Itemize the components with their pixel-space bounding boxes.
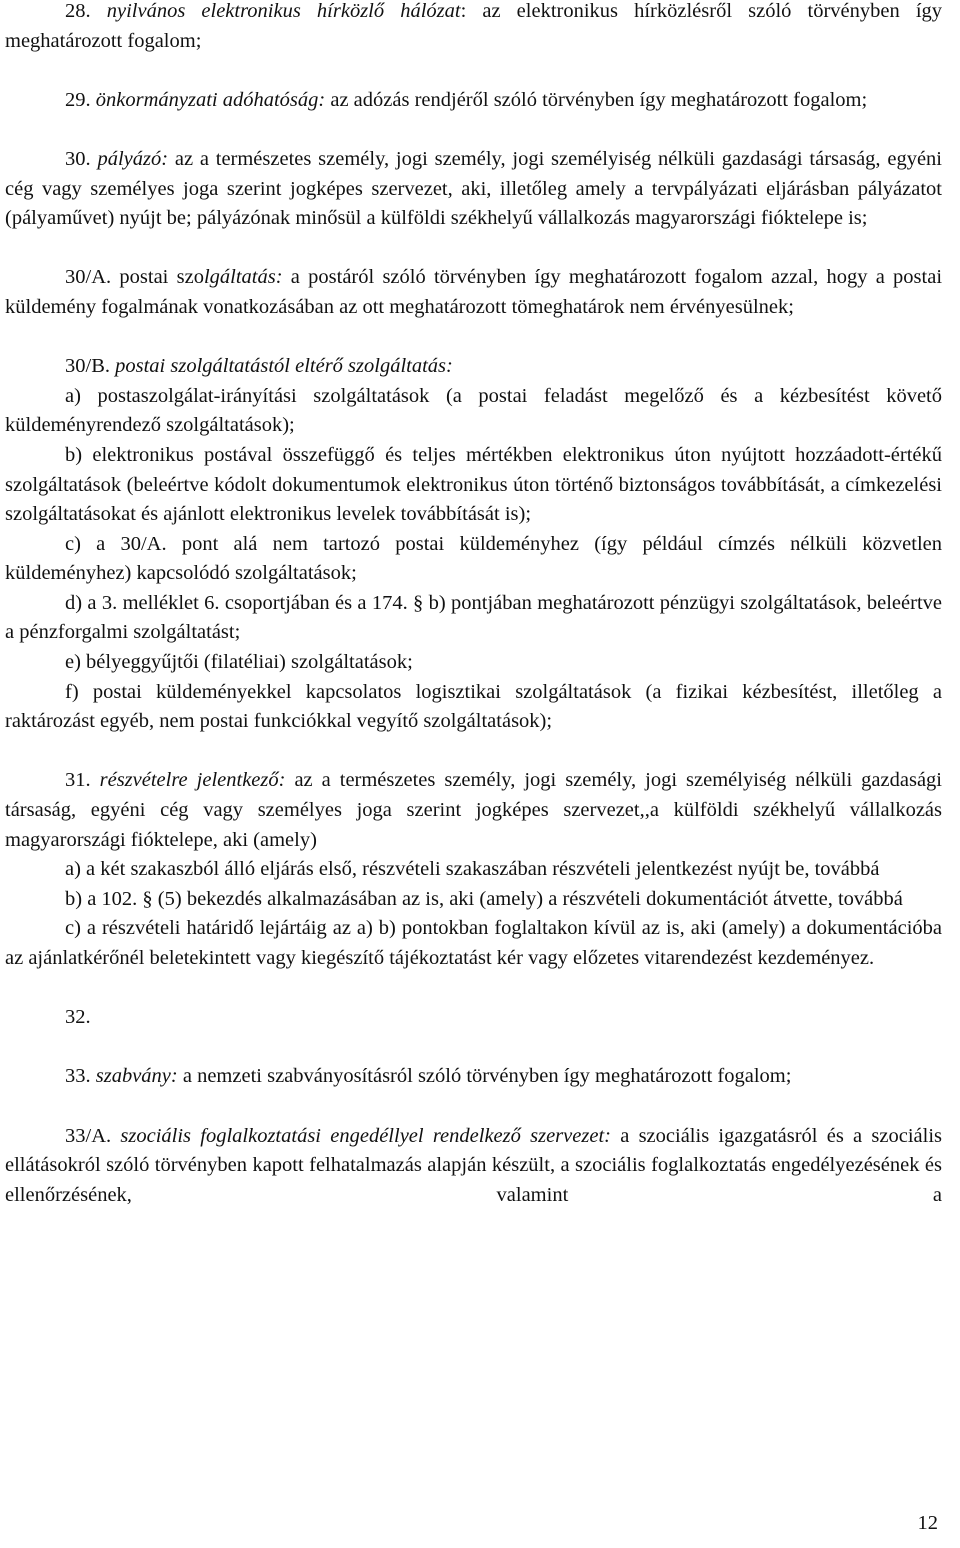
item-number: 33.	[65, 1065, 91, 1088]
item-28	[5, 0, 942, 56]
definition-text: az a természetes személy, jogi személy, jogi személyiség nélküli gazdasági társaság, egyéni cég vagy személyes joga szerint jogképes szervezet,,a külföldi székhelyű vállalkozás magyarországi fióktelepe, aki (amely)	[5, 769, 942, 851]
item-number: 30.	[65, 147, 91, 170]
defined-term-plain: postai szo	[119, 266, 204, 289]
item-33	[5, 1062, 942, 1092]
item-number: 30/B.	[65, 355, 110, 378]
item-31-b: b) a 102. § (5) bekezdés alkalmazásában az is, aki (amely) a részvételi dokumentációt átvette, továbbá	[65, 887, 903, 910]
item-32	[5, 1003, 942, 1033]
defined-term: önkormányzati adóhatóság:	[95, 88, 326, 111]
definition-text: : az elektronikus hírközlésről szóló törvényben így meghatározott fogalom;	[5, 0, 943, 52]
item-30b-d: d) a 3. melléklet 6. csoportjában és a 174. § b) pontjában meghatározott pénzügyi szolgáltatások, beleértve a pénzforgalmi szolgáltatást;	[5, 591, 942, 644]
defined-term: lgáltatás:	[203, 266, 283, 289]
item-number: 30/A.	[65, 266, 112, 289]
page-number: 12	[917, 1512, 938, 1534]
item-31	[5, 766, 942, 855]
defined-term: pályázó:	[97, 147, 169, 170]
definition-text: az a természetes személy, jogi személy, jogi személyiség nélküli gazdasági társaság, egyéni cég vagy személyes joga szerint jogképes szervezet, aki, illetőleg amely a tervpályázati eljárásban pályázatot (pályaművet) nyújt be; pályázónak minősül a külföldi székhelyű vállalkozás magyarországi fióktelepe is;	[5, 147, 942, 230]
defined-term: nyilvános elektronikus hírközlő hálózat	[106, 0, 461, 22]
item-29	[5, 86, 942, 116]
item-30b-c: c) a 30/A. pont alá nem tartozó postai küldeményhez (így például címzés nélküli közvetlen küldeményhez) kapcsolódó szolgáltatások;	[5, 532, 942, 585]
item-30b-f: f) postai küldeményekkel kapcsolatos logisztikai szolgáltatások (a fizikai kézbesítést, illetőleg a raktározást egyéb, nem postai funkciókkal vegyítő szolgáltatások);	[5, 680, 942, 733]
definition-text: a szociális igazgatásról és a szociális ellátásokról szóló törvényben kapott felhatalmazás alapján készült, a szociális foglalkoztatás engedélyezésének és ellenőrzésének, valamint a	[5, 1124, 943, 1206]
definition-text: a postáról szóló törvényben így meghatározott fogalom azzal, hogy a postai küldemény fogalmának vonatkozásában az ott meghatározott tömeghatárok nem érvényesülnek;	[5, 266, 943, 318]
defined-term: részvételre jelentkező:	[99, 769, 286, 792]
item-30	[5, 145, 942, 234]
item-30b-a: a) postaszolgálat-irányítási szolgáltatások (a postai feladást megelőző és a kézbesítést követő küldeményrendező szolgáltatások);	[5, 384, 942, 437]
definition-text: a nemzeti szabványosításról szóló törvényben így meghatározott fogalom;	[177, 1065, 792, 1088]
item-33a	[5, 1122, 942, 1211]
item-31-c: c) a részvételi határidő lejártáig az a) b) pontokban foglaltakon kívül az is, aki (amely) a dokumentációba az ajánlatkérőnél beletekintett vagy kiegészítő tájékoztatást kér vagy előzetes vitarendezést kezdeményez.	[5, 917, 942, 969]
item-30a	[5, 263, 942, 322]
item-number: 31.	[65, 769, 91, 792]
item-31-a: a) a két szakaszból álló eljárás első, részvételi szakaszában részvételi jelentkezést nyújt be, továbbá	[65, 858, 880, 881]
item-number: 28.	[65, 0, 91, 22]
item-30b	[5, 352, 942, 382]
defined-term: szabvány:	[95, 1065, 178, 1088]
item-number: 29.	[65, 88, 91, 111]
defined-term: szociális foglalkoztatási engedéllyel rendelkező szervezet:	[120, 1124, 611, 1147]
item-number: 32.	[65, 1006, 91, 1029]
item-number: 33/A.	[65, 1124, 112, 1147]
document-page	[5, 0, 942, 1210]
item-30b-e: e) bélyeggyűjtői (filatéliai) szolgáltatások;	[65, 651, 413, 674]
defined-term: postai szolgáltatástól eltérő szolgáltatás:	[115, 355, 453, 378]
item-30b-b: b) elektronikus postával összefüggő és teljes mértékben elektronikus úton nyújtott hozzáadott-értékű szolgáltatások (beleértve kódolt dokumentumok elektronikus úton történő biztonságos továbbítását, a címkezelési szolgáltatásokat és ajánlott elektronikus levelek továbbítását is);	[5, 443, 942, 526]
definition-text: az adózás rendjéről szóló törvényben így meghatározott fogalom;	[325, 88, 868, 111]
